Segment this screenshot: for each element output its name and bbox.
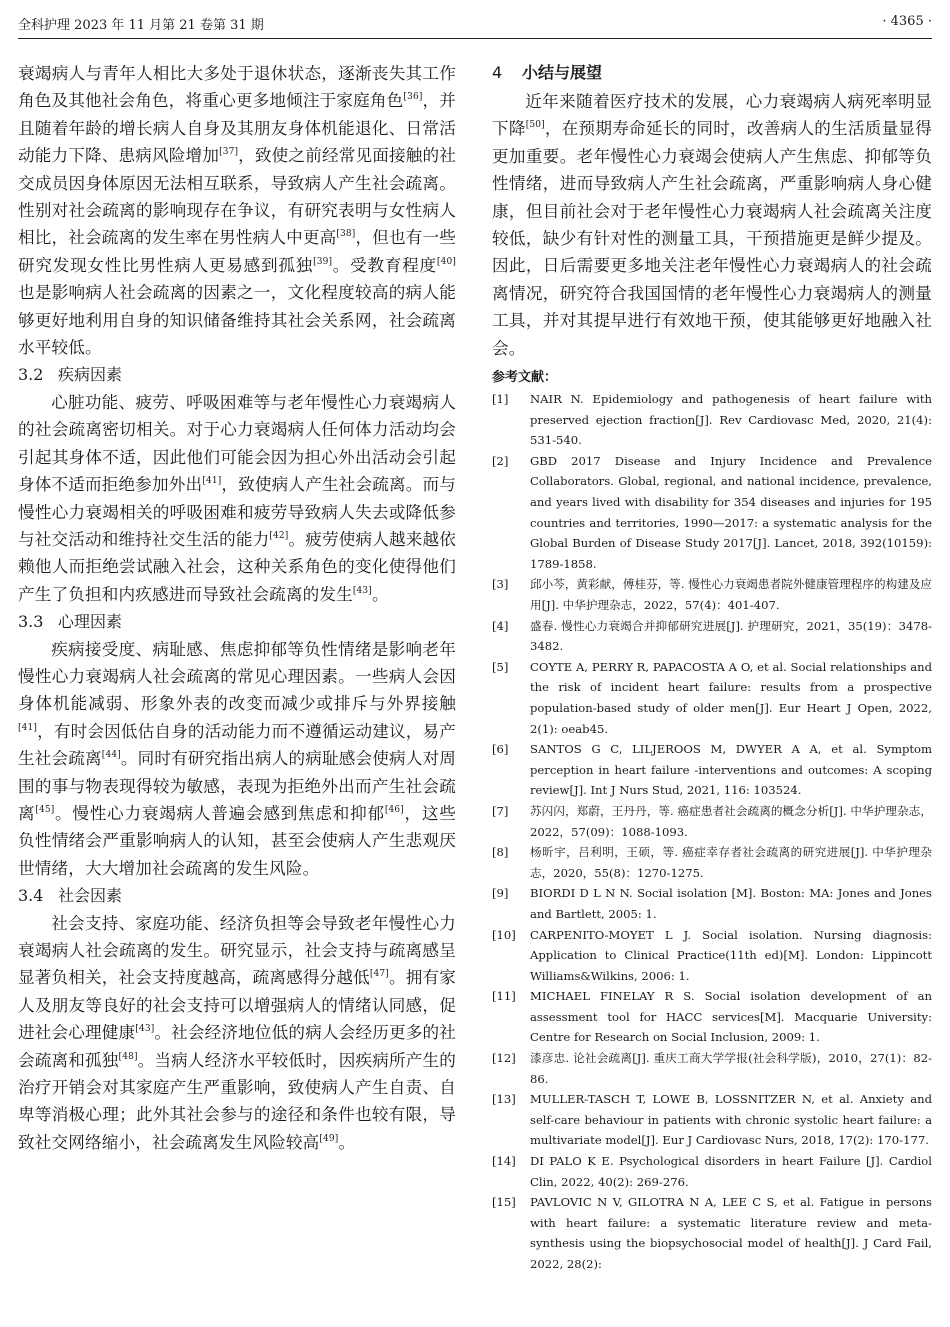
reference-text: 苏闪闪，郑蔚，王丹丹，等. 癌症患者社会疏离的概念分析[J]. 中华护理杂志，2022，57(09)：1088-1093. bbox=[530, 803, 932, 839]
section-heading-3-4 bbox=[18, 882, 456, 909]
reference-text: BIORDI D L N N. Social isolation [M]. Boston: MA: Jones and Jones and Bartlett, 2005: 1. bbox=[530, 886, 932, 921]
reference-text: 漆彦忠. 论社会疏离[J]. 重庆工商大学学报(社会科学版)，2010，27(1)：82-86. bbox=[530, 1051, 932, 1086]
citation-marker: [43] bbox=[352, 585, 372, 596]
reference-text: MICHAEL FINELAY R S. Social isolation development of an assessment tool for HACC services[M]. Macquarie University: Centre for Research on Social Inclusion, 2009: 1. bbox=[530, 989, 932, 1045]
citation-marker: [50] bbox=[525, 120, 545, 131]
section-heading-3-2 bbox=[18, 361, 456, 388]
citation-marker: [46] bbox=[384, 804, 404, 815]
reference-item bbox=[492, 1151, 932, 1192]
reference-item bbox=[492, 801, 932, 842]
citation-marker: [40] bbox=[436, 256, 456, 267]
reference-text: COYTE A, PERRY R, PAPACOSTA A O, et al. Social relationships and the risk of incident heart failure: results from a prospective population-based study of older men[J]. Eur Heart J Open, 2022, 2(1): oeab45. bbox=[530, 659, 932, 736]
reference-text: GBD 2017 Disease and Injury Incidence and Prevalence Collaborators. Global, regional, and national incidence, prevalence, and years lived with disability for 354 diseases and injuries for 195 countries and territories, 1990—2017: a systematic analysis for the Global Burden of Disease Study 2017[J]. Lancet, 2018, 392(10159): 1789-1858. bbox=[530, 453, 932, 571]
reference-item bbox=[492, 1048, 932, 1089]
reference-number: [13] bbox=[492, 1092, 516, 1107]
reference-number: [3] bbox=[492, 577, 509, 592]
right-column bbox=[492, 60, 932, 1275]
section-number: 3.3 bbox=[18, 612, 44, 632]
reference-text: SANTOS G C, LILJEROOS M, DWYER A A, et al. Symptom perception in heart failure -interventions and outcomes: A scoping review[J]. Int J Nurs Stud, 2021, 116: 103524. bbox=[530, 742, 932, 798]
reference-number: [7] bbox=[492, 803, 509, 818]
citation-marker: [44] bbox=[101, 750, 121, 761]
paragraph-psychological-factors: 疾病接受度、病耻感、焦虑抑郁等负性情绪是影响老年慢性心力衰竭病人社会疏离的常见心理因素。一些病人会因身体机能减弱、形象外表的改变而减少或排斥与外界接触[41]，有时会因低估自身的活动能力而不遵循运动建议，易产生社会疏离[44]。同时有研究指出病人的病耻感会使病人对周围的事与物表现得较为敏感，表现为拒绝外出而产生社会疏离[45]。慢性心力衰竭病人普遍会感到焦虑和抑郁[46]，这些负性情绪会严重影响病人的认知，甚至会使病人产生悲观厌世情绪，大大增加社会疏离的发生风险。 bbox=[18, 639, 457, 878]
reference-item bbox=[492, 883, 932, 924]
reference-number: [15] bbox=[492, 1195, 516, 1210]
reference-number: [5] bbox=[492, 659, 509, 674]
reference-item bbox=[492, 574, 932, 615]
reference-number: [11] bbox=[492, 989, 516, 1004]
reference-number: [2] bbox=[492, 453, 509, 468]
section-number: 3.2 bbox=[18, 365, 44, 385]
paragraph-summary: 近年来随着医疗技术的发展，心力衰竭病人病死率明显下降[50]，在预期寿命延长的同时，改善病人的生活质量显得更加重要。老年慢性心力衰竭会使病人产生焦虑、抑郁等负性情绪，进而导致病人产生社会疏离，严重影响病人身心健康，但目前社会对于老年慢性心力衰竭病人社会疏离关注度较低，缺少有针对性的测量工具，干预措施更是鲜少提及。因此，日后需要更多地关注老年慢性心力衰竭病人的社会疏离情况，研究符合我国国情的老年慢性心力衰竭病人的测量工具，并对其提早进行有效地干预，使其能够更好地融入社会。 bbox=[492, 92, 932, 358]
reference-number: [12] bbox=[492, 1051, 516, 1066]
reference-item bbox=[492, 451, 932, 575]
reference-text: 杨昕宇，吕利明，王硕，等. 癌症幸存者社会疏离的研究进展[J]. 中华护理杂志，2020，55(8)：1270-1275. bbox=[530, 845, 932, 880]
reference-text: DI PALO K E. Psychological disorders in heart Failure [J]. Cardiol Clin, 2022, 40(2): 269-276. bbox=[530, 1154, 932, 1189]
reference-text: CARPENITO-MOYET L J. Social isolation. Nursing diagnosis: Application to Clinical Practice(11th ed)[M]. London: Lippincott Williams&Wilkins, 2006: 1. bbox=[530, 927, 932, 983]
reference-text: PAVLOVIC N V, GILOTRA N A, LEE C S, et al. Fatigue in persons with heart failure: a systematic literature review and meta-synthesis using the biopsychosocial model of health[J]. J Card Fail, 2022, 28(2): bbox=[530, 1195, 932, 1271]
citation-marker: [43] bbox=[135, 1024, 155, 1035]
section-heading-3-3 bbox=[18, 608, 456, 635]
reference-item bbox=[492, 657, 932, 739]
reference-item bbox=[492, 616, 932, 657]
citation-marker: [41] bbox=[202, 476, 222, 487]
reference-item bbox=[492, 739, 932, 801]
reference-text: NAIR N. Epidemiology and pathogenesis of heart failure with preserved ejection fraction[J]. Rev Cardiovasc Med, 2020, 21(4): 531-540. bbox=[530, 392, 932, 448]
left-column bbox=[18, 60, 456, 1156]
section-number: 4 bbox=[492, 63, 503, 82]
citation-marker: [36] bbox=[403, 92, 423, 103]
paragraph-demographic: 衰竭病人与青年人相比大多处于退休状态，逐渐丧失其工作角色及其他社会角色，将重心更多地倾注于家庭角色[36]，并且随着年龄的增长病人自身及其朋友身体机能退化、日常活动能力下降、患病风险增加[37]，致使之前经常见面接触的社交成员因身体原因无法相互联系，导致病人产生社会疏离。性别对社会疏离的影响现存在争议，有研究表明与女性病人相比，社会疏离的发生率在男性病人中更高[38]，但也有一些研究发现女性比男性病人更易感到孤独[39]。受教育程度[40]也是影响病人社会疏离的因素之一，文化程度较高的病人能够更好地利用自身的知识储备维持其社会关系网，社会疏离水平较低。 bbox=[18, 64, 456, 358]
citation-marker: [39] bbox=[313, 256, 333, 267]
reference-item bbox=[492, 389, 932, 451]
citation-marker: [42] bbox=[269, 530, 289, 541]
references-title: 参考文献： bbox=[492, 370, 558, 386]
reference-item bbox=[492, 1089, 932, 1151]
reference-number: [4] bbox=[492, 618, 509, 633]
reference-item bbox=[492, 986, 932, 1048]
citation-marker: [49] bbox=[319, 1133, 339, 1144]
page-header bbox=[18, 8, 932, 39]
reference-list bbox=[492, 389, 932, 1275]
section-title: 小结与展望 bbox=[522, 63, 603, 82]
paragraph-disease-factors: 心脏功能、疲劳、呼吸困难等与老年慢性心力衰竭病人的社会疏离密切相关。对于心力衰竭病人任何体力活动均会引起其身体不适，因此他们可能会因为担心外出活动会引起身体不适而拒绝参加外出[41]，致使病人产生社会疏离。而与慢性心力衰竭相关的呼吸困难和疲劳导致病人失去或降低参与社交活动和维持社交生活的能力[42]。疲劳使病人越来越依赖他人而拒绝尝试融入社会，这种关系角色的变化使得他们产生了负担和内疚感进而导致社会疏离的发生[43]。 bbox=[18, 392, 457, 604]
section-title: 疾病因素 bbox=[58, 365, 123, 385]
reference-number: [10] bbox=[492, 927, 516, 942]
section-title: 心理因素 bbox=[58, 612, 123, 632]
citation-marker: [45] bbox=[35, 804, 55, 815]
reference-item bbox=[492, 1192, 932, 1274]
reference-number: [9] bbox=[492, 886, 509, 901]
reference-item bbox=[492, 842, 932, 883]
journal-citation: 全科护理 2023 年 11 月第 21 卷第 31 期 bbox=[18, 18, 264, 33]
reference-text: 盛春. 慢性心力衰竭合并抑郁研究进展[J]. 护理研究，2021，35(19)：3478-3482. bbox=[530, 618, 932, 654]
paragraph-social-factors: 社会支持、家庭功能、经济负担等会导致老年慢性心力衰竭病人社会疏离的发生。研究显示，社会支持与疏离感呈显著负相关，社会支持度越高，疏离感得分越低[47]。拥有家人及朋友等良好的社会支持可以增强病人的情绪认同感，促进社会心理健康[43]。社会经济地位低的病人会经历更多的社会疏离和孤独[48]。当病人经济水平较低时，因疾病所产生的治疗开销会对其家庭产生严重影响，致使病人产生自责、自卑等消极心理；此外其社会参与的途径和条件也较有限，导致社交网络缩小，社会疏离发生风险较高[49]。 bbox=[18, 913, 456, 1152]
reference-text: 邱小芩，黄彩献，傅桂芬，等. 慢性心力衰竭患者院外健康管理程序的构建及应用[J]. 中华护理杂志，2022，57(4)：401-407. bbox=[530, 577, 932, 612]
reference-number: [14] bbox=[492, 1154, 516, 1169]
citation-marker: [47] bbox=[369, 969, 389, 980]
reference-item bbox=[492, 925, 932, 987]
citation-marker: [48] bbox=[118, 1051, 138, 1062]
citation-marker: [37] bbox=[219, 147, 239, 158]
page-number: · 4365 · bbox=[882, 14, 932, 29]
section-number: 3.4 bbox=[18, 886, 44, 906]
section-heading-4 bbox=[492, 60, 932, 86]
reference-number: [1] bbox=[492, 392, 509, 407]
reference-number: [6] bbox=[492, 742, 509, 757]
citation-marker: [41] bbox=[18, 722, 38, 733]
citation-marker: [38] bbox=[336, 229, 356, 240]
reference-number: [8] bbox=[492, 845, 509, 860]
section-title: 社会因素 bbox=[58, 886, 123, 906]
reference-text: MULLER-TASCH T, LOWE B, LOSSNITZER N, et al. Anxiety and self-care behaviour in patients with chronic systolic heart failure: a multivariate model[J]. Eur J Cardiovasc Nurs, 2018, 17(2): 170-177. bbox=[530, 1092, 932, 1148]
